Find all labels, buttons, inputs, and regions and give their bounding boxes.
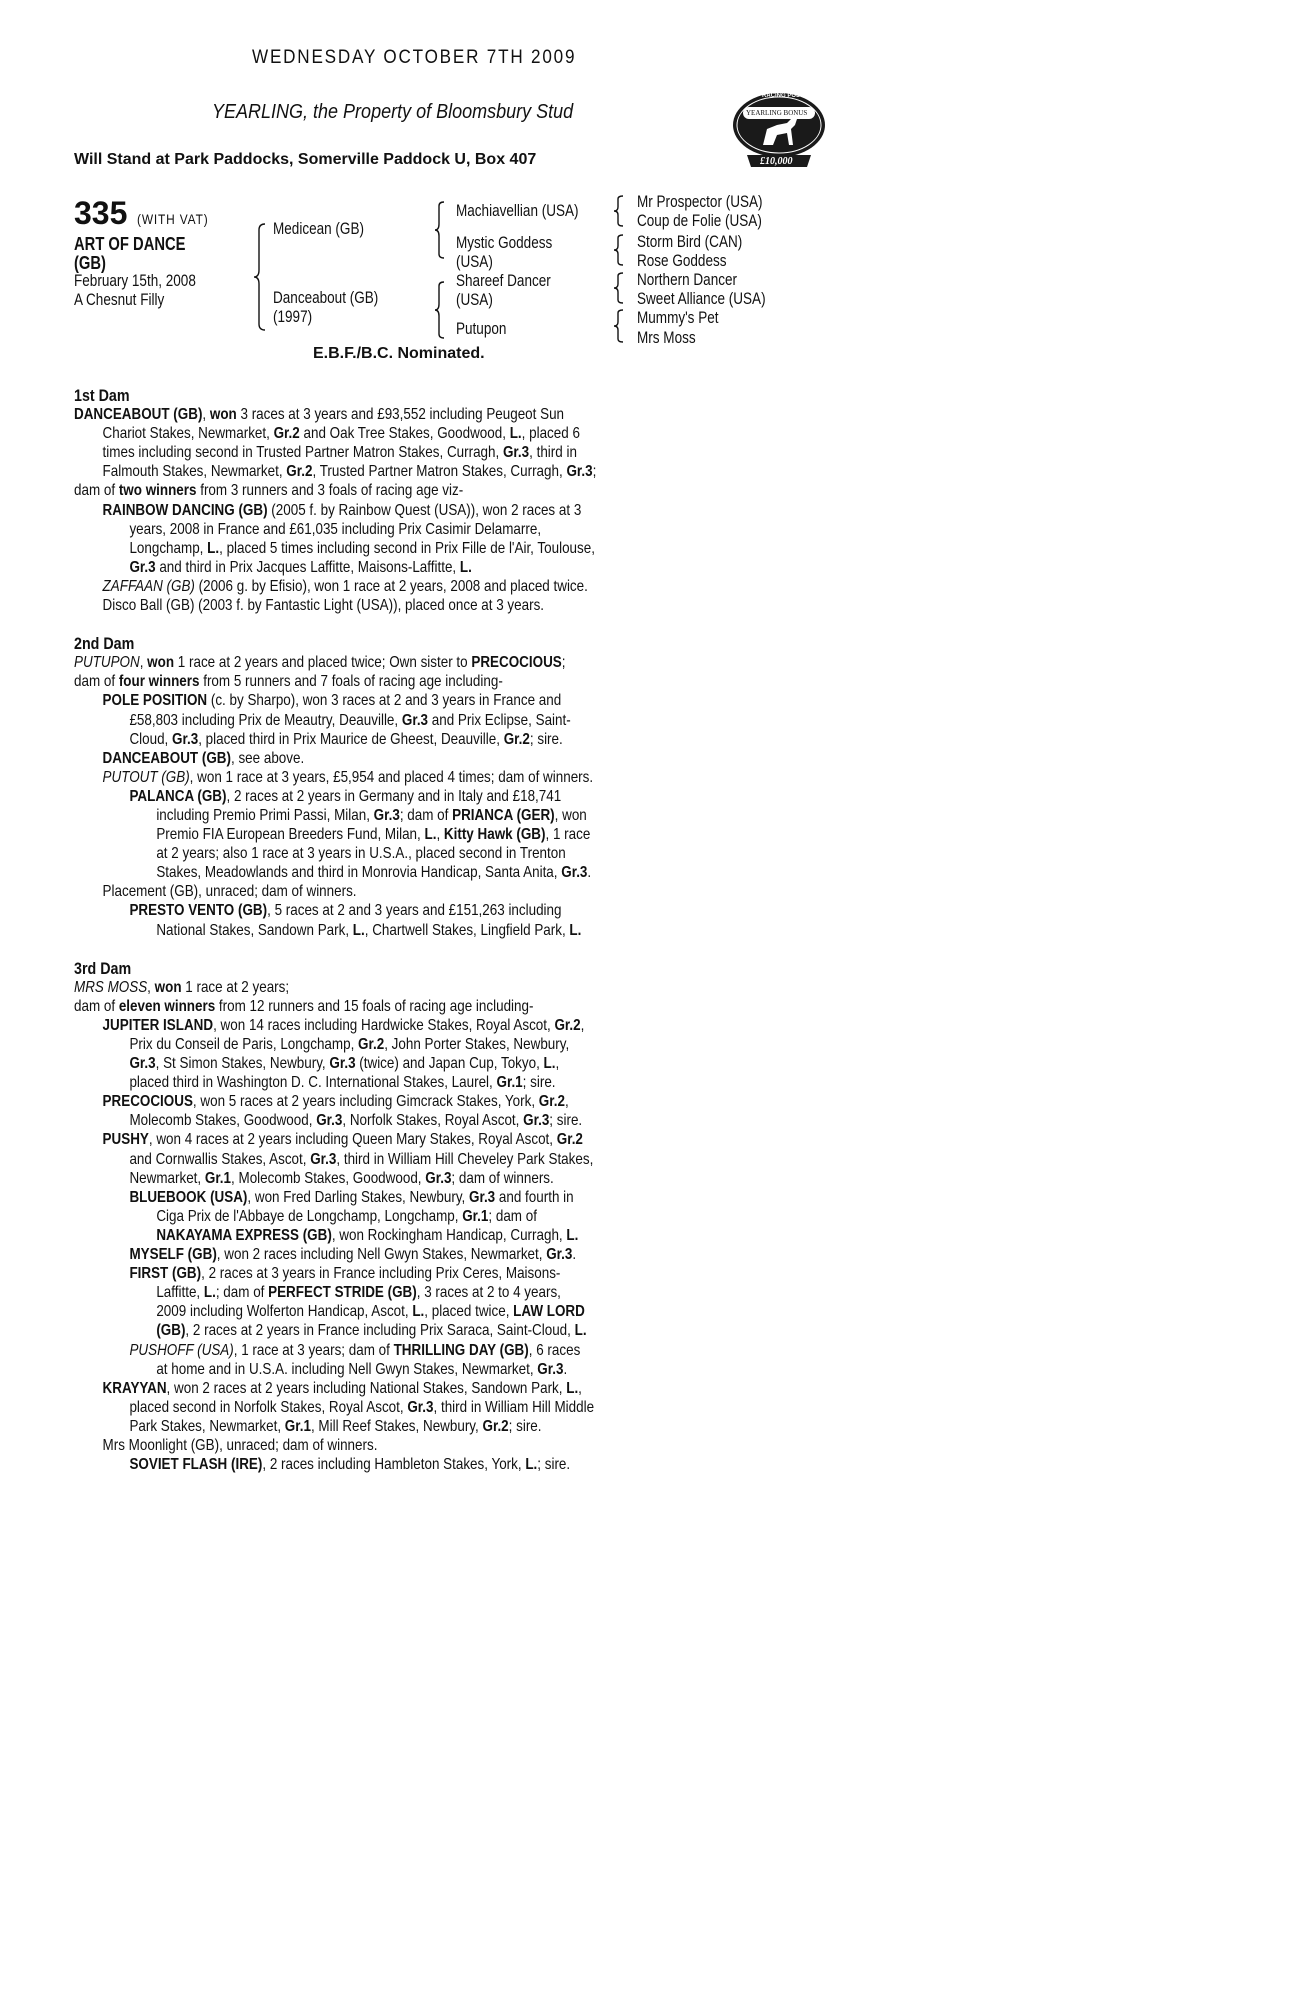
bold-text: Gr.2 — [273, 425, 300, 443]
catalogue-text — [74, 386, 774, 1474]
bold-text: Gr.1 — [204, 1169, 232, 1187]
text: ; sire. — [522, 1074, 556, 1092]
text: , won Rockingham Handicap, Curragh, — [331, 1226, 567, 1244]
text: , — [147, 978, 155, 996]
bold-text: Gr.3 — [316, 1112, 343, 1130]
catalogue-line — [74, 1054, 662, 1073]
text: , Molecomb Stakes, Goodwood, — [231, 1169, 426, 1187]
pedigree-sds: Storm Bird (CAN) — [637, 233, 743, 251]
text: , 2 races including Hambleton Stakes, York, — [262, 1456, 526, 1474]
pedigree-dam: Danceabout (GB) — [273, 289, 379, 307]
text: and Prix Eclipse, Saint- — [428, 711, 571, 729]
bold-text: 1st Dam — [74, 386, 130, 405]
catalogue-line — [74, 730, 662, 749]
bold-text: L. — [566, 1226, 579, 1244]
sale-date: WEDNESDAY OCTOBER 7TH 2009 — [252, 47, 577, 68]
text: at home and in U.S.A. including Nell Gwyn Stakes, Newmarket, — [156, 1360, 538, 1378]
catalogue-line — [74, 1111, 662, 1130]
text: , 1 race — [545, 826, 591, 844]
bold-text: four winners — [118, 673, 200, 691]
text: at 2 years; also 1 race at 3 years in U.S.A., placed second in Trenton — [156, 845, 566, 863]
catalogue-line — [74, 443, 662, 462]
text: 1 race at 2 years; — [181, 978, 290, 996]
section-gap — [74, 940, 662, 959]
pedigree-sss: Mr Prospector (USA) — [637, 193, 763, 211]
text: , — [436, 826, 444, 844]
text: , Mill Reef Stakes, Newbury, — [310, 1417, 483, 1435]
catalogue-line — [74, 1016, 662, 1035]
bold-text: MYSELF (GB) — [129, 1246, 217, 1264]
text: from 12 runners and 15 foals of racing age including- — [215, 997, 534, 1015]
catalogue-line — [74, 1283, 662, 1302]
bold-text: Gr.3 — [469, 1188, 496, 1206]
text: , won 5 races at 2 years including Gimcrack Stakes, York, — [192, 1093, 539, 1111]
bold-text: Gr.3 — [561, 864, 588, 882]
bold-text: 2nd Dam — [74, 634, 135, 654]
lot-number: 335 — [74, 195, 128, 231]
catalogue-line — [74, 501, 662, 520]
text: and third in Prix Jacques Laffitte, Maisons-Laffitte, — [155, 558, 460, 576]
pedigree-dsd: Sweet Alliance (USA) — [637, 290, 766, 308]
catalogue-line — [74, 1341, 662, 1360]
bold-text: Gr.3 — [425, 1169, 452, 1187]
text: Cloud, — [129, 730, 173, 748]
text: dam of — [74, 997, 119, 1015]
text: ; sire. — [508, 1417, 542, 1435]
bold-text: Gr.3 — [401, 711, 429, 729]
catalogue-line — [74, 1188, 662, 1207]
pedigree-dam-sire-country: (USA) — [456, 291, 493, 309]
bold-text: BLUEBOOK (USA) — [129, 1188, 248, 1206]
catalogue-line — [74, 1360, 662, 1379]
catalogue-line — [74, 1092, 662, 1111]
text: ; dam of — [399, 806, 453, 824]
catalogue-line — [74, 481, 662, 500]
text: , 2 races at 3 years in France including Prix Ceres, Maisons- — [201, 1265, 561, 1283]
catalogue-line — [74, 806, 662, 825]
bold-text: FIRST (GB) — [129, 1265, 202, 1283]
catalogue-line — [74, 978, 662, 997]
bold-text: Gr.3 — [329, 1055, 356, 1073]
text: Prix du Conseil de Paris, Longchamp, — [129, 1036, 359, 1053]
text: , 5 races at 2 and 3 years and £151,263 including — [267, 902, 562, 920]
text: , third in William Hill Middle — [433, 1398, 595, 1416]
text: , won 1 race at 3 years, £5,954 and placed 4 times; dam of winners. — [189, 768, 594, 786]
text: and fourth in — [495, 1188, 574, 1206]
text: , — [202, 406, 210, 424]
horse-name: ART OF DANCE — [74, 234, 186, 254]
italic-text: PUTUPON — [74, 654, 140, 672]
pedigree-brace-2 — [434, 200, 446, 260]
text: . — [572, 1246, 577, 1264]
bold-text: THRILLING DAY (GB) — [393, 1341, 529, 1359]
catalogue-line — [74, 882, 662, 901]
catalogue-line — [74, 1207, 662, 1226]
text: years, 2008 in France and £61,035 including Prix Casimir Delamarre, — [129, 520, 542, 538]
text: Longchamp, — [129, 539, 208, 557]
text: National Stakes, Sandown Park, — [156, 921, 353, 939]
badge-line1: RACING POST — [762, 93, 804, 99]
bold-text: Gr.3 — [129, 558, 156, 576]
catalogue-line — [74, 672, 662, 691]
text: . — [587, 864, 592, 882]
text: (c. by Sharpo), won 3 races at 2 and 3 years in France and — [207, 692, 562, 710]
lot-vat: (WITH VAT) — [137, 211, 209, 227]
bold-text: (GB) — [156, 1322, 186, 1340]
pedigree-ssd: Coup de Folie (USA) — [637, 212, 762, 230]
text: , third in William Hill Cheveley Park Stakes, — [336, 1150, 594, 1168]
bold-text: L. — [569, 921, 582, 939]
text: ; sire. — [549, 1112, 583, 1130]
catalogue-line — [74, 1321, 662, 1340]
bold-text: PRESTO VENTO (GB) — [129, 902, 268, 920]
text: Mrs Moonlight (GB), unraced; dam of winners. — [102, 1436, 378, 1454]
text: ; sire. — [537, 1456, 571, 1474]
bold-text: Gr.1 — [462, 1207, 489, 1225]
pedigree-dam-year: (1997) — [273, 308, 313, 326]
text: , won Fred Darling Stakes, Newbury, — [247, 1188, 470, 1206]
catalogue-line — [74, 1226, 662, 1245]
bold-text: L. — [459, 558, 472, 576]
bold-text: Gr.3 — [310, 1150, 337, 1168]
catalogue-line — [74, 462, 662, 481]
bold-text: Gr.3 — [172, 730, 199, 748]
catalogue-line — [74, 1245, 662, 1264]
bold-text: Gr.3 — [502, 444, 530, 462]
bold-text: L. — [525, 1456, 538, 1474]
text: , — [564, 1093, 569, 1111]
bold-text: L. — [203, 1284, 216, 1302]
bold-text: Gr.2 — [358, 1036, 385, 1053]
bold-text: won — [147, 654, 175, 672]
bold-text: Kitty Hawk (GB) — [443, 826, 546, 844]
pedigree-sire: Medicean (GB) — [273, 220, 364, 238]
catalogue-line — [74, 1398, 662, 1417]
bold-text: Gr.2 — [482, 1417, 509, 1435]
bold-text: JUPITER ISLAND — [102, 1016, 214, 1034]
text: , Chartwell Stakes, Lingfield Park, — [364, 921, 570, 939]
catalogue-line — [74, 997, 662, 1016]
bold-text: L. — [566, 1379, 579, 1397]
text: ; sire. — [529, 730, 563, 748]
bold-text: PRECOCIOUS — [102, 1093, 193, 1111]
bold-text: PALANCA (GB) — [129, 787, 227, 805]
catalogue-line — [74, 596, 662, 615]
text: ; dam of — [488, 1207, 537, 1225]
text: Molecomb Stakes, Goodwood, — [129, 1112, 317, 1130]
bold-text: Gr.3 — [129, 1055, 156, 1073]
text: , 2 races at 2 years in Germany and in Italy and £18,741 — [226, 787, 562, 805]
text: , third in — [529, 444, 577, 462]
yearling-bonus-badge — [729, 89, 829, 169]
text: Disco Ball (GB) (2003 f. by Fantastic Light (USA)), placed once at 3 years. — [102, 597, 545, 615]
bold-text: Gr.3 — [537, 1360, 564, 1378]
bold-text: KRAYYAN — [102, 1379, 167, 1397]
lot-property: YEARLING, the Property of Bloomsbury Stud — [212, 101, 574, 123]
catalogue-line — [74, 539, 662, 558]
horse-description: A Chesnut Filly — [74, 291, 165, 309]
catalogue-line — [74, 520, 662, 539]
bold-text: Gr.2 — [286, 463, 313, 481]
foaling-date: February 15th, 2008 — [74, 272, 196, 290]
bold-text: 3rd Dam — [74, 958, 132, 978]
catalogue-line — [74, 1035, 662, 1054]
text: , see above. — [230, 749, 305, 767]
pedigree-sire-dam: Mystic Goddess — [456, 234, 553, 252]
bold-text: Gr.3 — [373, 806, 400, 824]
catalogue-line — [74, 691, 662, 710]
italic-text: ZAFFAAN (GB) — [102, 577, 195, 595]
catalogue-line — [74, 1073, 662, 1092]
bold-text: PRECOCIOUS — [471, 654, 562, 672]
catalogue-line — [74, 653, 662, 672]
catalogue-line — [74, 1436, 662, 1455]
pedigree-dss: Northern Dancer — [637, 271, 738, 289]
pedigree-sire-sire: Machiavellian (USA) — [456, 202, 579, 220]
text: Stakes, Meadowlands and third in Monrovia Handicap, Santa Anita, — [156, 864, 562, 882]
bold-text: L. — [412, 1303, 425, 1321]
pedigree-sdd: Rose Goddess — [637, 252, 727, 270]
bold-text: L. — [509, 425, 522, 443]
pedigree-sire-dam-country: (USA) — [456, 253, 493, 271]
text: (2005 f. by Rainbow Quest (USA)), won 2 races at 3 — [267, 501, 582, 519]
bold-text: Gr.3 — [566, 463, 593, 481]
text: , — [580, 1016, 585, 1034]
text: , — [555, 1055, 560, 1073]
pedigree-brace-1 — [253, 222, 267, 332]
text: Chariot Stakes, Newmarket, — [102, 425, 274, 443]
catalogue-line — [74, 558, 662, 577]
text: (twice) and Japan Cup, Tokyo, — [355, 1055, 544, 1073]
text: and Cornwallis Stakes, Ascot, — [129, 1150, 311, 1168]
catalogue-line — [74, 768, 662, 787]
bold-text: RAINBOW DANCING (GB) — [102, 501, 268, 519]
nomination-note: E.B.F./B.C. Nominated. — [313, 345, 485, 362]
catalogue-line — [74, 424, 662, 443]
bold-text: PRIANCA (GER) — [452, 806, 555, 824]
bold-text: LAW LORD — [513, 1303, 585, 1321]
text: Placement (GB), unraced; dam of winners. — [102, 883, 357, 901]
text: Falmouth Stakes, Newmarket, — [102, 463, 287, 481]
catalogue-line — [74, 405, 662, 424]
section-gap — [74, 615, 662, 634]
italic-text: PUSHOFF (USA) — [129, 1341, 234, 1359]
text: Ciga Prix de l'Abbaye de Longchamp, Longchamp, — [156, 1207, 463, 1225]
bold-text: PERFECT STRIDE (GB) — [268, 1284, 417, 1302]
pedigree-brace-3 — [434, 280, 446, 340]
bold-text: DANCEABOUT (GB) — [102, 749, 231, 767]
bold-text: eleven winners — [118, 997, 216, 1015]
pedigree-brace-4 — [613, 194, 625, 228]
text: , 3 races at 2 to 4 years, — [416, 1284, 561, 1302]
bold-text: POLE POSITION — [102, 692, 208, 710]
text: , placed third in Prix Maurice de Gheest, Deauville, — [198, 730, 504, 748]
text: , John Porter Stakes, Newbury, — [384, 1036, 570, 1053]
bold-text: Gr.1 — [496, 1074, 523, 1092]
text: Newmarket, — [129, 1169, 205, 1187]
text: including Premio Primi Passi, Milan, — [156, 806, 374, 824]
text: , St Simon Stakes, Newbury, — [155, 1055, 330, 1073]
text: 1 race at 2 years and placed twice; Own sister to — [174, 654, 472, 672]
text: ; dam of — [215, 1284, 269, 1302]
text: , won 2 races including Nell Gwyn Stakes, Newmarket, — [216, 1246, 547, 1264]
catalogue-line — [74, 711, 662, 730]
text: ; — [561, 654, 566, 672]
text: from 3 runners and 3 foals of racing age viz- — [196, 482, 464, 500]
bold-text: Gr.1 — [284, 1417, 311, 1435]
pedigree-dds: Mummy's Pet — [637, 309, 719, 327]
bold-text: two winners — [118, 482, 197, 500]
pedigree-brace-5 — [613, 233, 625, 267]
text: , won — [554, 806, 587, 824]
text: ; — [592, 463, 597, 481]
text: , placed 5 times including second in Prix Fille de l'Air, Toulouse, — [219, 539, 595, 557]
catalogue-line — [74, 1150, 662, 1169]
text: , — [578, 1379, 582, 1397]
badge-line2: YEARLING BONUS — [746, 109, 808, 117]
text: , 2 races at 2 years in France including Prix Saraca, Saint-Cloud, — [185, 1322, 575, 1340]
text: 2009 including Wolferton Handicap, Ascot, — [156, 1303, 413, 1321]
catalogue-line — [74, 1379, 662, 1398]
bold-text: Gr.3 — [546, 1246, 573, 1264]
italic-text: MRS MOSS — [74, 978, 148, 996]
text: , — [139, 654, 148, 672]
bold-text: L. — [574, 1322, 587, 1340]
bold-text: Gr.2 — [538, 1093, 565, 1111]
catalogue-line — [74, 787, 662, 806]
text: , won 14 races including Hardwicke Stakes, Royal Ascot, — [213, 1016, 555, 1034]
text: 3 races at 3 years and £93,552 including Peugeot Sun — [236, 406, 565, 424]
text: , won 4 races at 2 years including Queen Mary Stakes, Royal Ascot, — [148, 1131, 557, 1149]
catalogue-line — [74, 901, 662, 920]
text: Premio FIA European Breeders Fund, Milan, — [156, 826, 425, 844]
text: , 6 races — [528, 1341, 581, 1359]
pedigree-brace-6 — [613, 271, 625, 305]
text: Park Stakes, Newmarket, — [129, 1417, 285, 1435]
bold-text: Gr.2 — [503, 730, 530, 748]
text: placed third in Washington D. C. International Stakes, Laurel, — [129, 1074, 497, 1092]
pedigree-brace-7 — [613, 308, 625, 344]
text: from 5 runners and 7 foals of racing age including- — [199, 673, 503, 691]
bold-text: Gr.3 — [407, 1398, 434, 1416]
text: and Oak Tree Stakes, Goodwood, — [299, 425, 510, 443]
bold-text: L. — [543, 1055, 556, 1073]
pedigree-ddd: Mrs Moss — [637, 329, 696, 347]
text: placed second in Norfolk Stakes, Royal Ascot, — [129, 1398, 408, 1416]
dam-heading — [74, 386, 662, 405]
bold-text: Gr.3 — [523, 1112, 550, 1130]
stand-location: Will Stand at Park Paddocks, Somerville Paddock U, Box 407 — [74, 151, 537, 168]
text: . — [563, 1360, 568, 1378]
bold-text: Gr.2 — [556, 1131, 583, 1149]
bold-text: won — [209, 406, 237, 424]
badge-line3: £10,000 — [760, 156, 793, 167]
catalogue-line — [74, 844, 662, 863]
catalogue-line — [74, 863, 662, 882]
text: , placed 6 — [521, 425, 580, 443]
text: ; dam of winners. — [451, 1169, 554, 1187]
text: (2006 g. by Efisio), won 1 race at 2 years, 2008 and placed twice. — [194, 577, 588, 595]
bold-text: DANCEABOUT (GB) — [74, 406, 203, 424]
catalogue-line — [74, 1417, 662, 1436]
catalogue-line — [74, 1455, 662, 1474]
catalogue-line — [74, 1169, 662, 1188]
catalogue-line — [74, 1302, 662, 1321]
text: , won 2 races at 2 years including National Stakes, Sandown Park, — [166, 1379, 567, 1397]
bold-text: SOVIET FLASH (IRE) — [129, 1456, 263, 1474]
italic-text: PUTOUT (GB) — [102, 768, 190, 786]
pedigree-dam-sire: Shareef Dancer — [456, 272, 551, 290]
text: dam of — [74, 482, 119, 500]
text: , 1 race at 3 years; dam of — [233, 1341, 394, 1359]
text: times including second in Trusted Partner Matron Stakes, Curragh, — [102, 444, 503, 462]
catalogue-line — [74, 577, 662, 596]
horse-suffix: (GB) — [74, 253, 106, 273]
bold-text: Gr.2 — [554, 1016, 581, 1034]
text: , Trusted Partner Matron Stakes, Curragh, — [312, 463, 567, 481]
catalogue-line — [74, 749, 662, 768]
catalogue-line — [74, 825, 662, 844]
bold-text: L. — [424, 826, 437, 844]
text: £58,803 including Prix de Meautry, Deauville, — [129, 711, 402, 729]
dam-heading — [74, 634, 662, 653]
catalogue-line — [74, 1130, 662, 1149]
bold-text: PUSHY — [102, 1131, 149, 1149]
bold-text: NAKAYAMA EXPRESS (GB) — [156, 1226, 332, 1244]
catalogue-line — [74, 921, 662, 940]
bold-text: L. — [352, 921, 365, 939]
catalogue-line — [74, 1264, 662, 1283]
dam-heading — [74, 959, 662, 978]
text: , Norfolk Stakes, Royal Ascot, — [342, 1112, 524, 1130]
bold-text: won — [154, 978, 182, 996]
text: Laffitte, — [156, 1284, 204, 1302]
text: , placed twice, — [424, 1303, 514, 1321]
pedigree-dam-dam: Putupon — [456, 320, 507, 338]
bold-text: L. — [207, 539, 220, 557]
text: dam of — [74, 673, 119, 691]
